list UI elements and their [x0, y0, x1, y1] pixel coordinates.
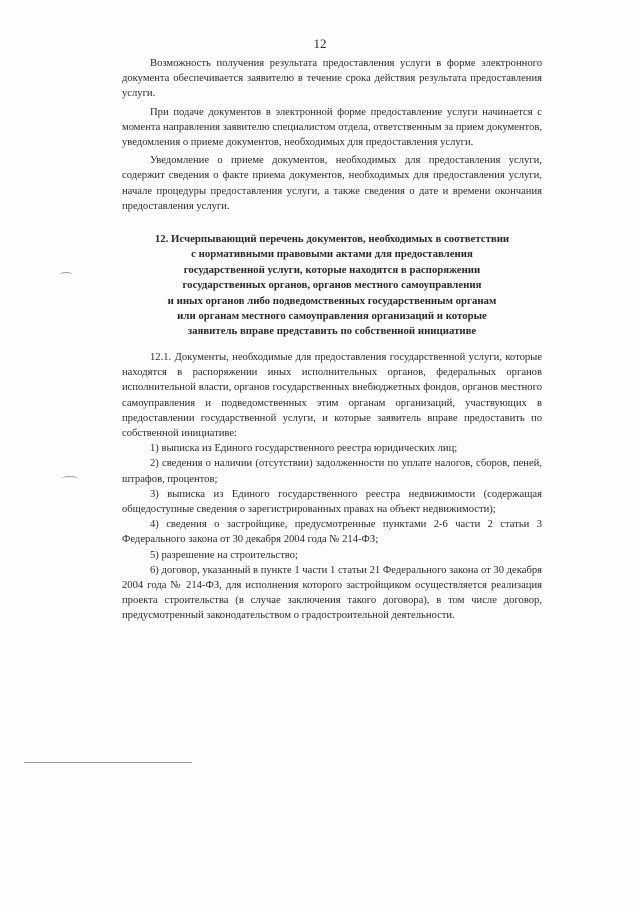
clause-12-1-block [122, 350, 542, 624]
clause-12-1-text: 12.1. Документы, необходимые для предоставления государственной услуги, которые находятся в распоряжении иных исполнительных органов, федеральных органов исполнительной власти, органов государственных внебюджетных фондов, органов местного самоуправления и подведомственных этим органам организаций, участвующих в предоставлении государственной услуги, и которые заявитель вправе предоставить по собственной инициативе: [122, 352, 542, 440]
paragraph-notification: Уведомление о приеме документов, необходимых для предоставления услуги, содержит сведения о факте приема документов, необходимых для предоставления услуги, начале процедуры предоставления услуги, а также сведения о дате и времени окончания предоставления услуги. [122, 155, 542, 212]
heading-line: государственных органов, органов местного самоуправления [182, 279, 482, 292]
intro-text-block [122, 56, 542, 214]
list-item: 6) договор, указанный в пункте 1 части 1 статьи 21 Федерального закона от 30 декабря 2004 года № 214-ФЗ, для исполнения которого застройщиком осуществляется реализация проекта строительства (в случае заключения такого договора), в том числе договор, предусмотренный законодательством о градостроительной деятельности. [122, 564, 542, 622]
section-12-heading [112, 232, 552, 340]
heading-line: заявитель вправе представить по собственной инициативе [187, 325, 477, 338]
list-item: 3) выписка из Единого государственного реестра недвижимости (содержащая общедоступные сведения о зарегистрированных правах на объект недвижимости); [122, 488, 542, 516]
heading-line: и иных органов либо подведомственных государственным органам [167, 294, 497, 307]
list-item: 1) выписка из Единого государственного реестра юридических лиц; [150, 443, 458, 455]
heading-line: с нормативными правовыми актами для предоставления [191, 248, 473, 261]
scan-artifact-mark [62, 476, 78, 481]
paragraph-electronic-submission: При подаче документов в электронной форме предоставление услуги начинается с момента направления заявителю специалистом отдела, ответственным за прием документов, уведомления о приеме документов, необходимых для предоставления услуги. [122, 106, 542, 149]
list-item: 2) сведения о наличии (отсутствии) задолженности по уплате налогов, сборов, пеней, штрафов, процентов; [122, 458, 542, 485]
heading-line: 12. Исчерпывающий перечень документов, необходимых в соответствии [154, 233, 510, 245]
list-item: 5) разрешение на строительство; [150, 549, 298, 561]
page-number: 12 [313, 36, 327, 51]
scan-artifact-line [24, 762, 192, 763]
scan-artifact-mark [60, 272, 72, 277]
heading-line: государственной услуги, которые находятся в распоряжении [183, 263, 481, 276]
heading-line: или органам местного самоуправления организаций и которые [177, 310, 487, 323]
list-item: 4) сведения о застройщике, предусмотренные пунктами 2-6 части 2 статьи 3 Федерального закона от 30 декабря 2004 года № 214-ФЗ; [122, 519, 542, 546]
paragraph-electronic-result: Возможность получения результата предоставления услуги в форме электронного документа обеспечивается заявителю в течение срока действия результата предоставления услуги. [122, 58, 542, 100]
